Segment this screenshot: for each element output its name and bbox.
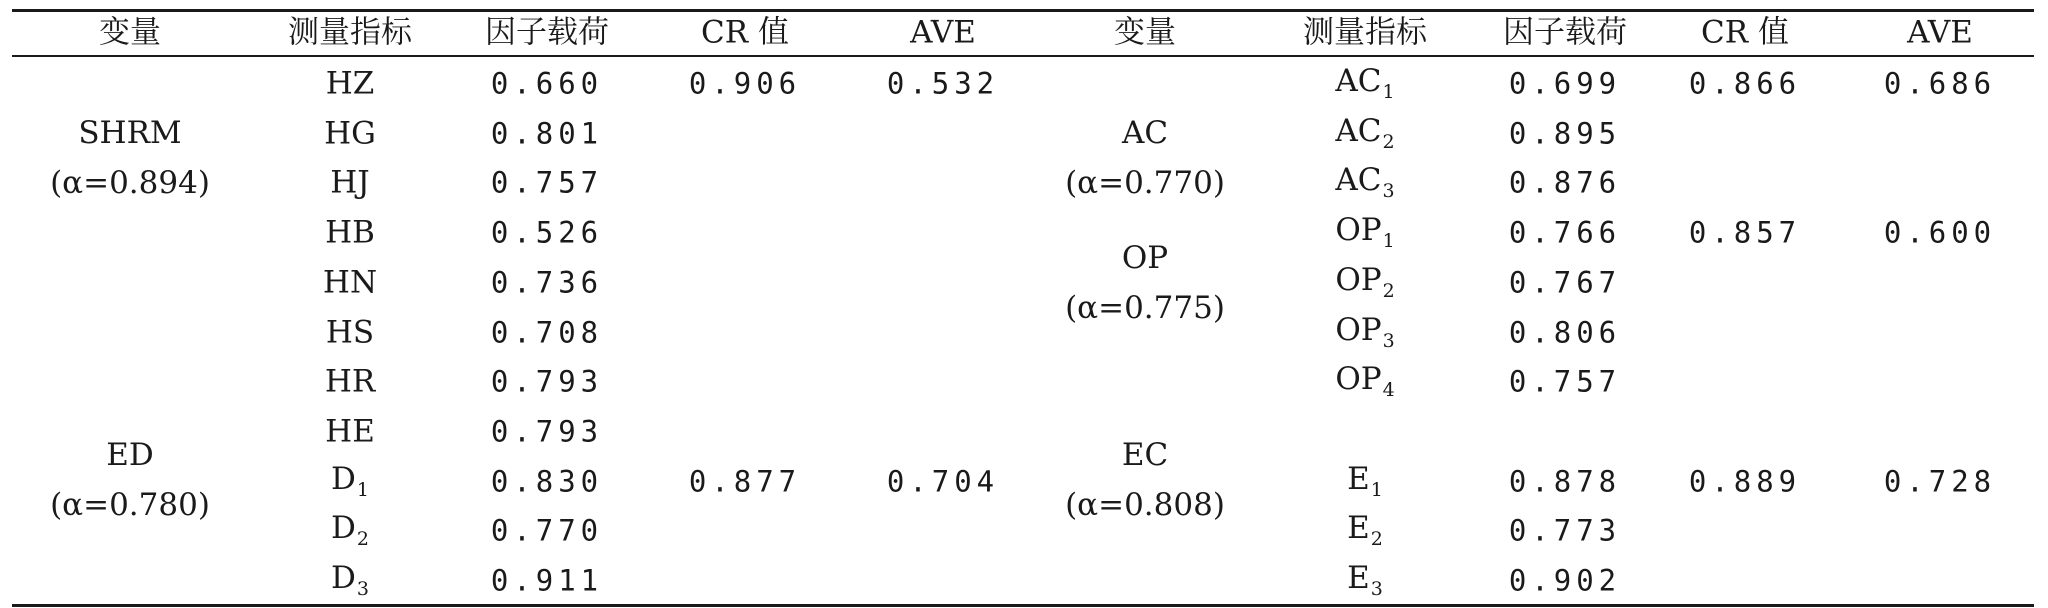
variable-alpha: (α=0.894) xyxy=(50,165,210,201)
left-indicator-cell xyxy=(330,164,370,201)
indicator-label: HJ xyxy=(330,164,370,201)
right-ave-cell: 0.728 xyxy=(1883,464,1997,499)
variable-name: EC xyxy=(1121,437,1169,473)
indicator-label: HZ xyxy=(325,65,375,102)
header-indicator-right: 测量指标 xyxy=(1303,14,1427,51)
left-indicator-cell xyxy=(325,314,375,350)
left-indicator-cell xyxy=(331,460,369,501)
indicator-label: OP xyxy=(1335,361,1382,398)
indicator-label: AC xyxy=(1335,162,1382,199)
variable-group-ec xyxy=(1065,430,1225,530)
variable-alpha: (α=0.775) xyxy=(1065,290,1225,326)
indicator-subscript: 2 xyxy=(1382,130,1395,153)
right-loading-cell: 0.878 xyxy=(1508,464,1622,499)
left-loading-cell: 0.911 xyxy=(490,563,604,598)
indicator-label: E xyxy=(1347,510,1370,547)
indicator-label: D xyxy=(331,560,356,596)
right-indicator-cell xyxy=(1347,510,1383,551)
header-variable-left: 变量 xyxy=(99,14,161,51)
indicator-subscript: 2 xyxy=(1382,279,1395,302)
left-loading-cell: 0.526 xyxy=(490,215,604,250)
right-indicator-cell xyxy=(1335,311,1395,352)
indicator-label: AC xyxy=(1335,63,1382,99)
indicator-subscript: 1 xyxy=(1382,230,1395,253)
indicator-label: HN xyxy=(322,264,378,301)
left-indicator-cell xyxy=(331,510,369,551)
right-indicator-cell xyxy=(1347,460,1383,501)
right-cr-cell: 0.889 xyxy=(1688,464,1802,499)
right-cr-cell: 0.866 xyxy=(1688,66,1802,101)
left-indicator-cell xyxy=(324,363,376,400)
variable-group-shrm xyxy=(50,108,210,208)
right-loading-cell: 0.766 xyxy=(1508,215,1622,250)
indicator-label: AC xyxy=(1335,112,1382,149)
right-indicator-cell xyxy=(1335,162,1395,203)
table-top-rule xyxy=(12,9,2034,12)
header-cr-left: CR 值 xyxy=(701,14,789,51)
indicator-label: HE xyxy=(325,413,375,450)
variable-group-op xyxy=(1065,233,1225,333)
variable-name: AC xyxy=(1121,115,1169,151)
right-indicator-cell xyxy=(1335,261,1395,302)
left-loading-cell: 0.660 xyxy=(490,66,604,101)
right-ave-cell: 0.686 xyxy=(1883,66,1997,101)
variable-group-ed xyxy=(50,430,210,530)
left-indicator-cell xyxy=(331,560,369,600)
indicator-subscript: 1 xyxy=(1382,81,1395,103)
right-loading-cell: 0.699 xyxy=(1508,66,1622,101)
right-loading-cell: 0.767 xyxy=(1508,265,1622,300)
variable-alpha: (α=0.808) xyxy=(1065,487,1225,523)
indicator-subscript: 2 xyxy=(356,528,369,551)
left-cr-cell: 0.906 xyxy=(688,66,802,101)
right-cr-cell: 0.857 xyxy=(1688,215,1802,250)
header-cr-right: CR 值 xyxy=(1701,14,1789,51)
indicator-label: OP xyxy=(1335,261,1382,298)
left-ave-cell: 0.704 xyxy=(886,464,1000,499)
right-loading-cell: 0.895 xyxy=(1508,116,1622,151)
table-header-rule xyxy=(12,55,2034,57)
table-bottom-rule xyxy=(12,604,2034,607)
left-loading-cell: 0.830 xyxy=(490,464,604,499)
header-loading-left: 因子载荷 xyxy=(485,14,609,51)
indicator-label: OP xyxy=(1335,212,1382,249)
indicator-subscript: 3 xyxy=(1382,180,1395,203)
header-indicator-left: 测量指标 xyxy=(288,14,412,51)
indicator-label: E xyxy=(1347,460,1370,497)
indicator-subscript: 4 xyxy=(1382,379,1395,402)
left-indicator-cell xyxy=(325,214,375,251)
left-cr-cell: 0.877 xyxy=(688,464,802,499)
right-loading-cell: 0.876 xyxy=(1508,165,1622,200)
left-indicator-cell xyxy=(325,65,375,102)
left-indicator-cell xyxy=(324,115,376,152)
indicator-subscript: 1 xyxy=(356,478,369,501)
variable-name: SHRM xyxy=(78,115,182,151)
right-indicator-cell xyxy=(1335,112,1395,153)
indicator-subscript: 3 xyxy=(1370,578,1383,600)
left-indicator-cell xyxy=(322,264,378,301)
indicator-subscript: 1 xyxy=(1370,478,1383,501)
indicator-label: OP xyxy=(1335,311,1382,348)
right-indicator-cell xyxy=(1335,361,1395,402)
indicator-label: E xyxy=(1347,560,1370,596)
left-loading-cell: 0.801 xyxy=(490,116,604,151)
left-loading-cell: 0.736 xyxy=(490,265,604,300)
variable-name: ED xyxy=(106,437,154,473)
left-ave-cell: 0.532 xyxy=(886,66,1000,101)
right-ave-cell: 0.600 xyxy=(1883,215,1997,250)
left-indicator-cell xyxy=(325,413,375,450)
right-loading-cell: 0.757 xyxy=(1508,364,1622,399)
left-loading-cell: 0.793 xyxy=(490,414,604,449)
indicator-label: HB xyxy=(325,214,375,251)
right-loading-cell: 0.902 xyxy=(1508,563,1622,598)
indicator-label: D xyxy=(331,460,356,497)
header-ave-right: AVE xyxy=(1907,14,1973,51)
right-indicator-cell xyxy=(1335,212,1395,253)
indicator-label: HG xyxy=(324,115,376,152)
indicator-subscript: 3 xyxy=(356,578,369,600)
variable-group-ac xyxy=(1065,108,1225,208)
header-loading-right: 因子载荷 xyxy=(1503,14,1627,51)
variable-alpha: (α=0.780) xyxy=(50,487,210,523)
right-loading-cell: 0.773 xyxy=(1508,513,1622,548)
indicator-subscript: 2 xyxy=(1370,528,1383,551)
right-loading-cell: 0.806 xyxy=(1508,315,1622,349)
left-loading-cell: 0.708 xyxy=(490,315,604,349)
right-indicator-cell xyxy=(1347,560,1383,600)
left-loading-cell: 0.770 xyxy=(490,513,604,548)
header-variable-right: 变量 xyxy=(1114,14,1176,51)
right-indicator-cell xyxy=(1335,63,1395,103)
header-ave-left: AVE xyxy=(910,14,976,51)
indicator-subscript: 3 xyxy=(1382,329,1395,352)
indicator-label: D xyxy=(331,510,356,547)
variable-name: OP xyxy=(1121,240,1169,276)
indicator-label: HS xyxy=(325,314,375,350)
indicator-label: HR xyxy=(324,363,376,400)
variable-alpha: (α=0.770) xyxy=(1065,165,1225,201)
left-loading-cell: 0.793 xyxy=(490,364,604,399)
left-loading-cell: 0.757 xyxy=(490,165,604,200)
